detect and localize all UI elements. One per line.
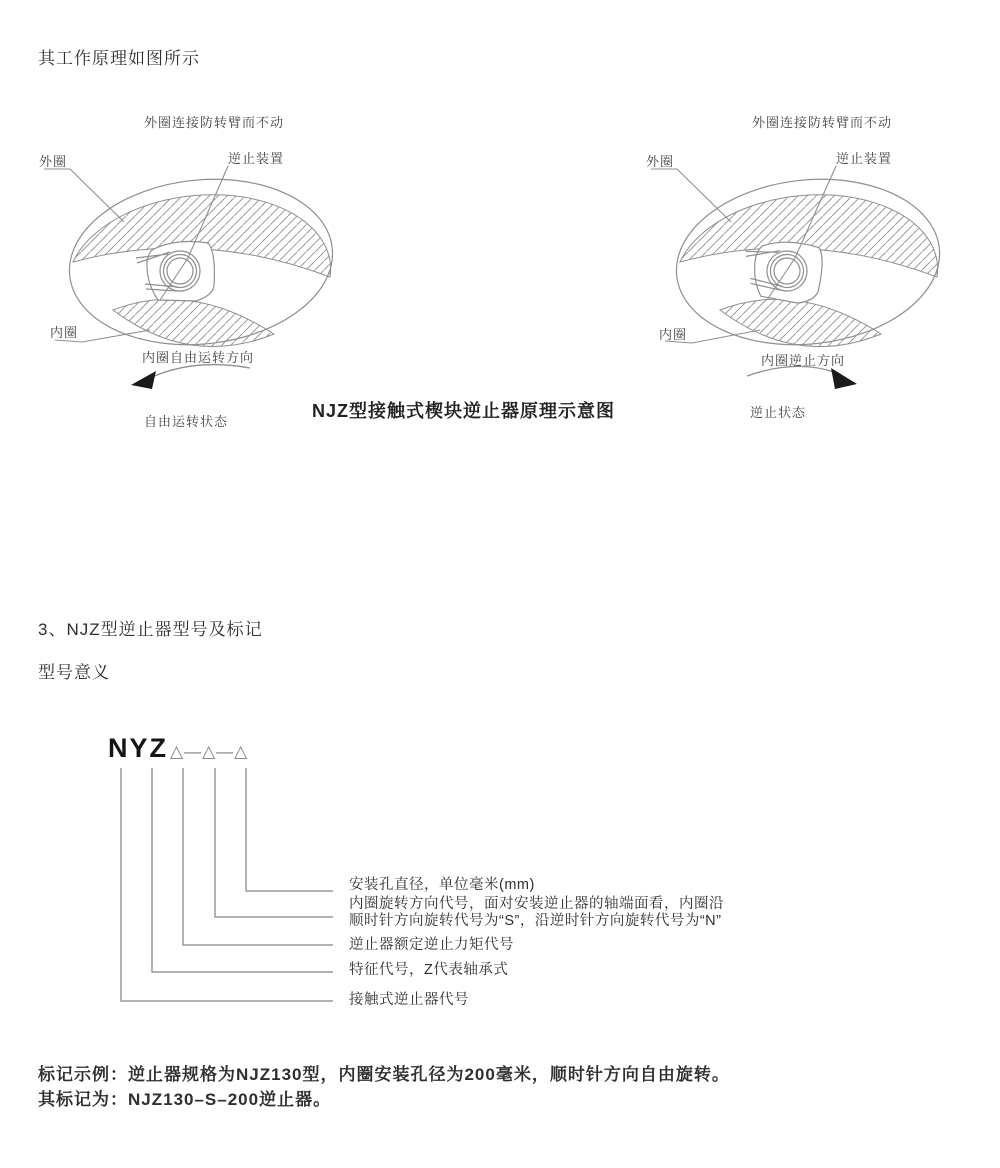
sub-heading: 型号意义 [38,663,110,682]
section-heading: 3、NJZ型逆止器型号及标记 [38,620,263,639]
code-item-rotation-direction-line2: 顺时针方向旋转代号为“S”，沿逆时针方向旋转代号为“N” [349,912,722,929]
rotation-direction-label: 内圈自由运转方向 [142,350,255,365]
arm-label: 外圈连接防转臂而不动 [144,115,285,130]
code-item-feature-code: 特征代号，Z代表轴承式 [349,962,509,978]
backstop-device-label: 逆止装置 [228,151,285,166]
code-item-bore-diameter: 安装孔直径，单位毫米(mm) [349,877,535,893]
figure-caption: NJZ型接触式楔块逆止器原理示意图 [312,401,616,421]
code-item-rotation-direction-line1: 内圈旋转方向代号，面对安装逆止器的轴端面看，内圈沿 [349,896,724,912]
code-item-rotation-direction [349,896,724,929]
code-item-torque-code: 逆止器额定逆止力矩代号 [349,937,514,953]
free-rotation-arrowhead [131,371,156,389]
marking-example-line1: 标记示例：逆止器规格为NJZ130型，内圈安装孔径为200毫米，顺时针方向自由旋转。 [38,1065,730,1084]
state-label: 逆止状态 [750,405,807,420]
rotation-direction-label: 内圈逆止方向 [761,353,846,368]
model-code-prefix: NYZ [108,733,168,763]
backstop-device-label: 逆止装置 [836,151,893,166]
state-label: 自由运转状态 [144,414,229,429]
outer-ring-label: 外圈 [39,154,68,169]
inner-ring-label: 内圈 [50,325,79,340]
code-item-contact-type-code: 接触式逆止器代号 [349,992,469,1008]
model-code-connector-lines [121,768,333,1001]
model-code-placeholders: △—△—△ [170,742,249,761]
outer-ring-label: 外圈 [646,154,675,169]
marking-example-line2: 其标记为：NJZ130–S–200逆止器。 [38,1090,332,1109]
backstop-arrowhead [831,368,857,389]
intro-text: 其工作原理如图所示 [38,49,200,68]
inner-ring-label: 内圈 [659,327,688,342]
free-rotation-arrow-arc [152,365,250,377]
arm-label: 外圈连接防转臂而不动 [752,115,893,130]
